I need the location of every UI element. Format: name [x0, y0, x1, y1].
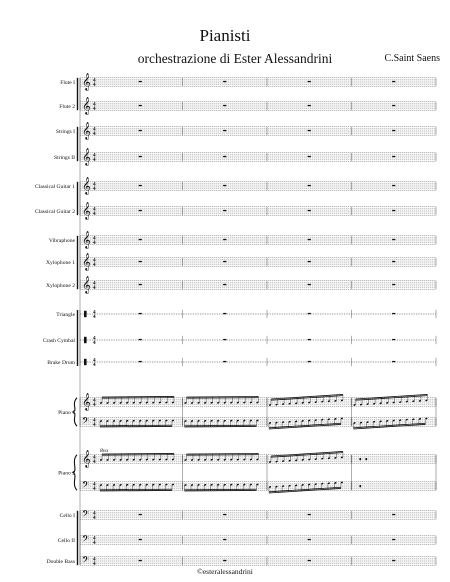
time-signature-bottom: 4	[93, 82, 96, 88]
time-signature-bottom: 4	[93, 106, 96, 112]
whole-rest	[392, 239, 395, 240]
instrument-label-vibraphone: Vibraphone	[48, 238, 75, 244]
staff-xylophone-2	[80, 276, 436, 294]
whole-rest	[308, 105, 311, 106]
beam	[102, 453, 174, 454]
beam	[187, 396, 259, 397]
time-signature-top: 4	[93, 309, 96, 316]
staff-flute-i	[80, 73, 436, 91]
whole-rest	[392, 156, 395, 157]
treble-clef-icon: 𝄞	[82, 176, 91, 195]
time-signature-bottom: 4	[93, 240, 96, 246]
time-signature-bottom: 4	[93, 131, 96, 137]
whole-rest	[392, 361, 395, 362]
percussion-clef-icon	[84, 337, 87, 343]
instrument-label-cello-ii: Cello II	[57, 538, 75, 544]
bass-clef-icon: 𝄢	[82, 508, 90, 522]
beam	[187, 453, 259, 454]
beam	[102, 396, 174, 397]
whole-rest	[223, 560, 226, 561]
whole-rest	[308, 81, 311, 82]
treble-clef-icon: 𝄞	[82, 230, 91, 249]
time-signature-bottom: 4	[93, 340, 96, 346]
copyright-footer: ©esteralessandrini	[197, 567, 253, 576]
whole-rest	[392, 81, 395, 82]
time-signature-bottom: 4	[93, 262, 96, 268]
whole-rest	[392, 313, 395, 314]
composer-name: C.Saint Saens	[384, 53, 440, 64]
whole-rest	[139, 210, 142, 211]
staff-cello-ii	[80, 534, 436, 547]
time-signature-top: 4	[93, 335, 96, 342]
time-signature-top: 4	[93, 357, 96, 364]
whole-rest	[223, 284, 226, 285]
time-signature-top: 4	[93, 481, 96, 488]
beam	[102, 455, 174, 456]
eighth-rest	[366, 458, 368, 460]
whole-rest	[139, 239, 142, 240]
beam	[271, 394, 343, 399]
whole-rest	[223, 130, 226, 131]
whole-rest	[139, 361, 142, 362]
time-signature-bottom: 4	[93, 540, 96, 546]
time-signature-top: 4	[93, 535, 96, 542]
staff-vibraphone	[80, 231, 436, 249]
whole-rest	[308, 339, 311, 340]
instrument-label-classical-guitar-1: Classical Guitar 1	[34, 184, 75, 190]
whole-rest	[392, 185, 395, 186]
time-signature-top: 4	[93, 206, 96, 213]
staff-strings-i	[80, 122, 436, 140]
whole-rest	[223, 239, 226, 240]
whole-rest	[308, 261, 311, 262]
whole-rest	[223, 339, 226, 340]
treble-clef-icon: 𝄞	[82, 392, 91, 411]
time-signature-bottom: 4	[93, 211, 96, 217]
whole-rest	[308, 130, 311, 131]
percussion-clef-icon	[84, 359, 87, 365]
treble-clef-icon: 𝄞	[82, 96, 91, 115]
piano-brace-icon	[73, 398, 77, 426]
time-signature-bottom: 4	[93, 157, 96, 163]
eighth-rest	[360, 458, 362, 460]
staff-piano-2-upper	[80, 447, 436, 468]
time-signature-top: 4	[93, 152, 96, 159]
beam	[269, 487, 341, 492]
whole-rest	[223, 539, 226, 540]
instrument-label-piano-1: Piano 1	[58, 410, 75, 416]
whole-rest	[139, 539, 142, 540]
whole-rest	[392, 560, 395, 561]
time-signature-top: 4	[93, 235, 96, 242]
whole-rest	[308, 539, 311, 540]
whole-rest	[392, 539, 395, 540]
instrument-label-crash-cymbal: Crash Cymbal	[42, 338, 75, 344]
bass-clef-icon: 𝄢	[82, 479, 90, 493]
beam	[269, 488, 341, 493]
whole-rest	[392, 339, 395, 340]
time-signature-bottom: 4	[93, 422, 96, 428]
piano-brace-icon	[73, 455, 77, 490]
score-title: Pianisti	[199, 26, 251, 45]
time-signature-bottom: 4	[93, 561, 96, 567]
treble-clef-icon: 𝄞	[82, 275, 91, 294]
whole-rest	[392, 284, 395, 285]
time-signature-bottom: 4	[93, 362, 96, 368]
beam	[356, 394, 428, 399]
whole-rest	[139, 560, 142, 561]
whole-rest	[392, 105, 395, 106]
instrument-label-xylophone-2: Xylophone 2	[45, 283, 75, 289]
staff-piano-2-lower	[80, 480, 436, 493]
whole-rest	[223, 185, 226, 186]
beam	[185, 490, 257, 491]
whole-rest	[139, 156, 142, 157]
staff-double-bass	[80, 555, 436, 568]
bass-clef-icon: 𝄢	[82, 415, 90, 429]
instrument-label-flute-i: Flute I	[60, 80, 75, 86]
whole-rest	[139, 339, 142, 340]
staff-piano-1-lower	[80, 416, 436, 429]
beam	[271, 451, 343, 456]
staff-flute-2	[80, 97, 436, 115]
whole-rest	[392, 514, 395, 515]
instrument-label-xylophone-1: Xylophone 1	[45, 260, 75, 266]
whole-rest	[392, 261, 395, 262]
staff-triangle	[80, 310, 436, 320]
staff-piano-1-upper	[80, 393, 436, 411]
time-signature-top: 4	[93, 417, 96, 424]
staff-xylophone-1	[80, 253, 436, 271]
treble-clef-icon: 𝄞	[82, 72, 91, 91]
beam	[102, 398, 174, 399]
whole-rest	[139, 514, 142, 515]
whole-rest	[392, 130, 395, 131]
instrument-label-strings-i: Strings I	[55, 129, 75, 135]
time-signature-bottom: 4	[93, 314, 96, 320]
instrument-label-piano-2: Piano 2	[58, 470, 75, 477]
whole-rest	[223, 313, 226, 314]
whole-rest	[139, 313, 142, 314]
beam	[354, 424, 426, 429]
whole-rest	[223, 514, 226, 515]
whole-rest	[392, 210, 395, 211]
whole-rest	[139, 105, 142, 106]
beam	[269, 423, 341, 428]
bass-clef-icon: 𝄢	[82, 554, 90, 568]
whole-rest	[308, 185, 311, 186]
percussion-clef-icon	[84, 311, 87, 317]
time-signature-top: 4	[93, 454, 96, 461]
whole-rest	[139, 81, 142, 82]
whole-rest	[223, 261, 226, 262]
treble-clef-icon: 𝄞	[82, 201, 91, 220]
time-signature-bottom: 4	[93, 515, 96, 521]
time-signature-bottom: 4	[93, 486, 96, 492]
treble-clef-icon: 𝄞	[82, 449, 91, 468]
time-signature-bottom: 4	[93, 186, 96, 192]
whole-rest	[223, 81, 226, 82]
whole-rest	[308, 239, 311, 240]
instrument-label-brake-drum: Brake Drum	[47, 360, 75, 366]
time-signature-top: 4	[93, 556, 96, 563]
time-signature-top: 4	[93, 510, 96, 517]
treble-clef-icon: 𝄞	[82, 252, 91, 271]
staff-crash-cymbal	[80, 336, 436, 346]
whole-rest	[308, 313, 311, 314]
treble-clef-icon: 𝄞	[82, 121, 91, 140]
time-signature-top: 4	[93, 101, 96, 108]
beam	[100, 425, 172, 426]
octave-marking: 8va	[100, 447, 109, 454]
whole-rest	[308, 560, 311, 561]
staff-brake-drum	[80, 358, 436, 368]
staff-classical-guitar-2	[80, 202, 436, 220]
score-subtitle: orchestrazione di Ester Alessandrini	[137, 51, 333, 66]
instrument-label-flute-2: Flute 2	[59, 104, 75, 110]
staff-cello-i	[80, 509, 436, 522]
time-signature-bottom: 4	[93, 285, 96, 291]
beam	[185, 425, 257, 426]
time-signature-top: 4	[93, 280, 96, 287]
whole-rest	[139, 130, 142, 131]
instrument-label-classical-guitar-2: Classical Guitar 2	[34, 209, 75, 215]
beam	[100, 489, 172, 490]
time-signature-bottom: 4	[93, 402, 96, 408]
whole-rest	[223, 361, 226, 362]
whole-rest	[223, 156, 226, 157]
whole-rest	[139, 185, 142, 186]
whole-rest	[308, 284, 311, 285]
whole-rest	[223, 210, 226, 211]
staff-strings-ii	[80, 148, 436, 166]
beam	[185, 426, 257, 427]
beam	[354, 423, 426, 428]
time-signature-top: 4	[93, 181, 96, 188]
whole-rest	[308, 210, 311, 211]
staff-classical-guitar-1	[80, 177, 436, 195]
whole-rest	[139, 284, 142, 285]
time-signature-bottom: 4	[93, 459, 96, 465]
instrument-label-double-bass: Double Bass	[46, 559, 75, 565]
beam	[100, 490, 172, 491]
instrument-label-cello-i: Cello I	[59, 513, 75, 519]
beam	[187, 398, 259, 399]
whole-rest	[308, 156, 311, 157]
time-signature-top: 4	[93, 77, 96, 84]
beam	[100, 426, 172, 427]
instrument-label-triangle: Triangle	[56, 312, 75, 318]
beam	[187, 455, 259, 456]
eighth-rest	[360, 485, 362, 487]
time-signature-top: 4	[93, 397, 96, 404]
treble-clef-icon: 𝄞	[82, 147, 91, 166]
whole-rest	[223, 105, 226, 106]
instrument-label-strings-ii: Strings II	[54, 155, 75, 161]
whole-rest	[308, 361, 311, 362]
whole-rest	[139, 261, 142, 262]
beam	[185, 489, 257, 490]
whole-rest	[308, 514, 311, 515]
time-signature-top: 4	[93, 126, 96, 133]
bass-clef-icon: 𝄢	[82, 533, 90, 547]
time-signature-top: 4	[93, 257, 96, 264]
beam	[269, 424, 341, 429]
